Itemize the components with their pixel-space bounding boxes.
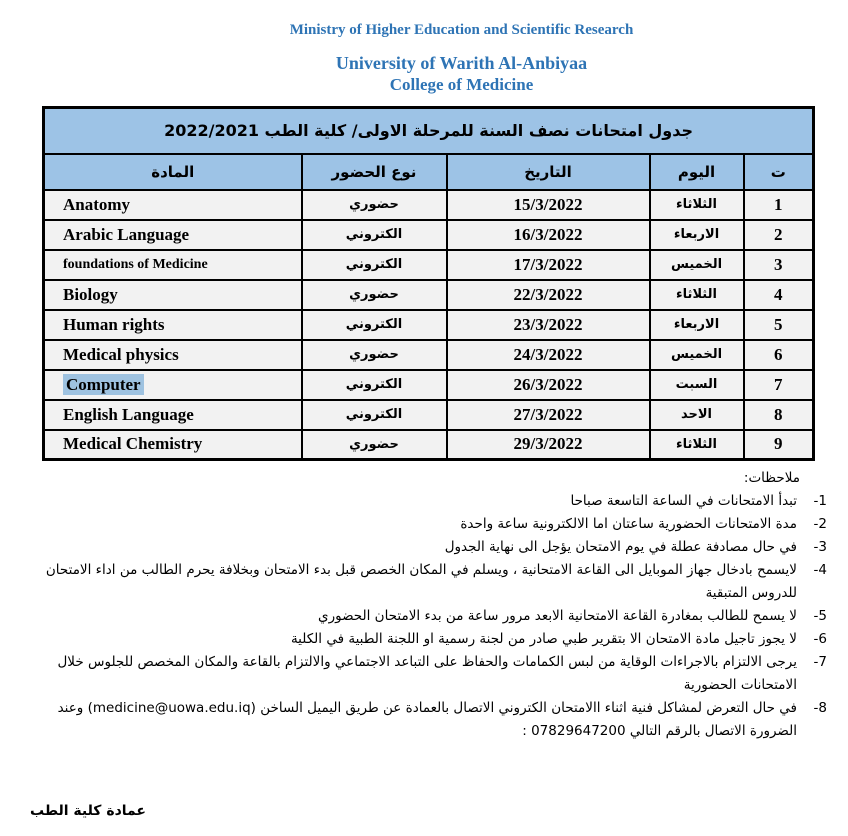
- university-title: University of Warith Al-Anbiyaa: [335, 53, 588, 73]
- note-number: 4-: [813, 562, 827, 578]
- note-item: [14, 536, 827, 559]
- note-item: [14, 559, 827, 605]
- note-text: في حال مصادفة عطلة في يوم الامتحان يؤجل الى نهاية الجدول: [444, 539, 797, 555]
- table-title: جدول امتحانات نصف السنة للمرحلة الاولى/ كلية الطب 2022/2021: [44, 108, 814, 154]
- col-header-date: التاريخ: [447, 154, 650, 190]
- table-row: [44, 280, 814, 310]
- footer-signature: عمادة كلية الطب: [30, 803, 146, 819]
- cell-index: 4: [744, 280, 814, 310]
- cell-day: الثلاثاء: [650, 280, 744, 310]
- cell-date: 15/3/2022: [447, 190, 650, 220]
- note-text: مدة الامتحانات الحضورية ساعتان اما الالكترونية ساعة واحدة: [460, 516, 797, 532]
- cell-attendance: حضوري: [302, 430, 447, 460]
- cell-index: 9: [744, 430, 814, 460]
- col-header-day: اليوم: [650, 154, 744, 190]
- cell-day: الثلاثاء: [650, 190, 744, 220]
- note-number: 7-: [813, 654, 827, 670]
- cell-subject: Medical Chemistry: [44, 430, 302, 460]
- cell-attendance: الكتروني: [302, 310, 447, 340]
- cell-attendance: الكتروني: [302, 400, 447, 430]
- cell-date: 22/3/2022: [447, 280, 650, 310]
- note-text: لا يجوز تاجيل مادة الامتحان الا بتقرير طبي صادر من لجنة رسمية او اللجنة الطبية في الكلية: [290, 631, 797, 647]
- cell-day: الاحد: [650, 400, 744, 430]
- note-item: [14, 697, 827, 743]
- table-row: [44, 400, 814, 430]
- college-title: College of Medicine: [389, 75, 534, 94]
- selected-text-highlight: Computer: [63, 374, 144, 395]
- table-row: [44, 430, 814, 460]
- note-number: 8-: [813, 700, 827, 716]
- note-number: 2-: [813, 516, 827, 532]
- cell-date: 23/3/2022: [447, 310, 650, 340]
- note-number: 6-: [813, 631, 827, 647]
- col-header-subject: المادة: [44, 154, 302, 190]
- cell-date: 26/3/2022: [447, 370, 650, 400]
- table-row: [44, 310, 814, 340]
- cell-date: 24/3/2022: [447, 340, 650, 370]
- note-item: [14, 513, 827, 536]
- cell-date: 29/3/2022: [447, 430, 650, 460]
- cell-index: 1: [744, 190, 814, 220]
- note-item: [14, 605, 827, 628]
- note-number: 3-: [813, 539, 827, 555]
- exam-schedule-table: [42, 106, 815, 461]
- note-text: يرجى الالتزام بالاجراءات الوقاية من لبس الكمامات والحفاظ على التباعد الاجتماعي والالتزام بالقاعة والمكان المخصص للجلوس خلال الامتحانات الحضورية: [57, 654, 797, 693]
- cell-subject: Biology: [44, 280, 302, 310]
- note-item: [14, 628, 827, 651]
- cell-index: 3: [744, 250, 814, 280]
- cell-attendance: الكتروني: [302, 220, 447, 250]
- note-text: تبدأ الامتحانات في الساعة التاسعة صباحا: [570, 493, 797, 509]
- cell-index: 5: [744, 310, 814, 340]
- ministry-title: Ministry of Higher Education and Scientific Research: [289, 22, 634, 38]
- table-row: [44, 250, 814, 280]
- cell-index: 7: [744, 370, 814, 400]
- note-text: في حال التعرض لمشاكل فنية اثناء االامتحان الكتروني الاتصال بالعمادة عن طريق اليميل الساخن (medicine@uowa.edu.iq) وعند الضرورة الاتصال بالرقم التالي 07829647200 :: [57, 700, 797, 739]
- cell-subject: Medical physics: [44, 340, 302, 370]
- note-text: لايسمح بادخال جهاز الموبايل الى القاعة الامتحانية ، ويسلم في المكان الخصص قبل بدء الامتحان وبخلافة يحرم الطالب من اداء الامتحان للدروس المتبقية: [45, 562, 797, 601]
- cell-day: الخميس: [650, 340, 744, 370]
- col-header-attendance: نوع الحضور: [302, 154, 447, 190]
- note-number: 1-: [813, 493, 827, 509]
- cell-date: 27/3/2022: [447, 400, 650, 430]
- note-item: [14, 651, 827, 697]
- cell-subject: English Language: [44, 400, 302, 430]
- note-text: لا يسمح للطالب بمغادرة القاعة الامتحانية الابعد مرور ساعة من بدء الامتحان الحضوري: [318, 608, 797, 624]
- notes-section: [14, 467, 827, 743]
- note-item: [14, 490, 827, 513]
- cell-date: 16/3/2022: [447, 220, 650, 250]
- cell-day: الاربعاء: [650, 310, 744, 340]
- cell-day: الثلاثاء: [650, 430, 744, 460]
- cell-attendance: الكتروني: [302, 370, 447, 400]
- cell-date: 17/3/2022: [447, 250, 650, 280]
- cell-subject: Human rights: [44, 310, 302, 340]
- cell-index: 8: [744, 400, 814, 430]
- col-header-index: ت: [744, 154, 814, 190]
- table-row: [44, 370, 814, 400]
- notes-heading: ملاحظات:: [743, 470, 800, 486]
- cell-subject: [44, 370, 302, 400]
- cell-subject: foundations of Medicine: [44, 250, 302, 280]
- cell-subject: Arabic Language: [44, 220, 302, 250]
- cell-index: 2: [744, 220, 814, 250]
- letterhead: [0, 0, 848, 95]
- table-row: [44, 340, 814, 370]
- cell-day: الخميس: [650, 250, 744, 280]
- cell-day: السبت: [650, 370, 744, 400]
- note-number: 5-: [813, 608, 827, 624]
- cell-attendance: حضوري: [302, 190, 447, 220]
- cell-attendance: حضوري: [302, 340, 447, 370]
- cell-attendance: حضوري: [302, 280, 447, 310]
- table-row: [44, 220, 814, 250]
- table-row: [44, 190, 814, 220]
- cell-index: 6: [744, 340, 814, 370]
- cell-attendance: الكتروني: [302, 250, 447, 280]
- cell-subject: Anatomy: [44, 190, 302, 220]
- cell-day: الاربعاء: [650, 220, 744, 250]
